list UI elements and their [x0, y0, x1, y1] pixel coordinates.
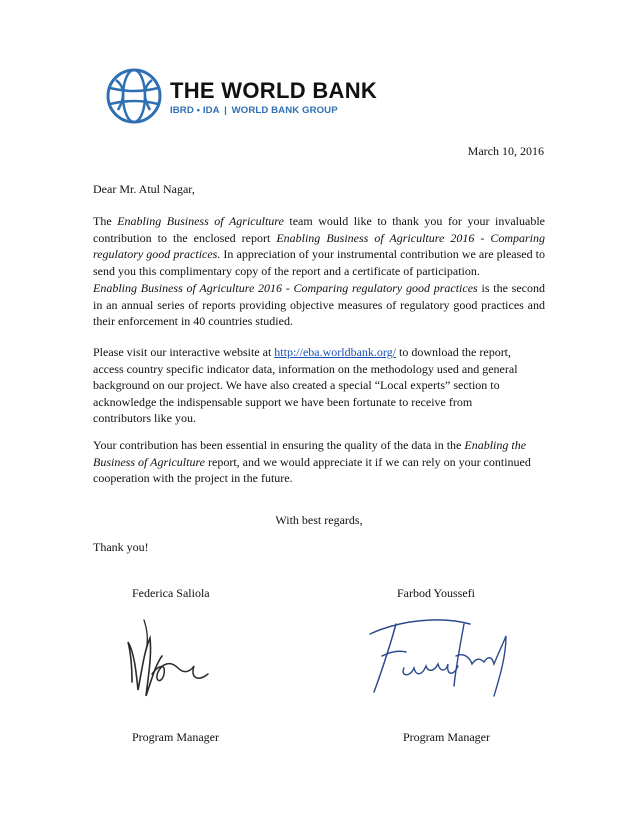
salutation: Dear Mr. Atul Nagar,: [93, 182, 195, 196]
report-title: Enabling Business of Agriculture 2016 - Comparing regulatory good practices: [93, 281, 478, 295]
signatory-name-1: Federica Saliola: [132, 586, 210, 600]
paragraph-text: report, and we would appreciate it if we can rely on your continued cooperation with the project in the future.: [93, 454, 531, 485]
paragraph-text: is the second in an annual series of reports providing objective measures of regulatory good practices and their enforcement in 40 countries studied.: [93, 281, 545, 328]
report-series-title: Enabling the Business of Agriculture: [93, 438, 527, 469]
paragraph-contribution: [93, 437, 533, 487]
paragraph-thanks: [93, 213, 545, 279]
paragraph-text: Please visit our interactive website at: [93, 345, 275, 359]
paragraph-website: [93, 344, 533, 427]
signature-1: [118, 612, 228, 712]
logo-title: THE WORLD BANK: [170, 78, 378, 103]
signatory-role-1: Program Manager: [132, 730, 219, 744]
paragraph-text: team would like to thank you for your invaluable contribution to the enclosed report: [93, 214, 545, 245]
signature-2: [360, 606, 520, 706]
signatory-role-2: Program Manager: [403, 730, 490, 744]
logo-sub-group: WORLD BANK GROUP: [231, 105, 338, 116]
paragraph-text: Your contribution has been essential in ensuring the quality of the data in the: [93, 438, 465, 452]
report-title: Enabling Business of Agriculture 2016 - Comparing regulatory good practices.: [93, 230, 545, 261]
website-link[interactable]: http://eba.worldbank.org/: [274, 345, 397, 359]
logo-subtitle: [170, 105, 338, 116]
thanks: Thank you!: [93, 540, 149, 554]
globe-icon: [104, 66, 164, 126]
paragraph-text: to download the report, access country specific indicator data, information on the methodology used and general background on our project. We have also created a special “Local experts” section to acknowledge the indispensable support we have been fortunate to receive from contributors like you.: [93, 345, 518, 425]
paragraph-report-description: [93, 280, 545, 330]
closing: With best regards,: [275, 513, 363, 527]
letter-date: March 10, 2016: [467, 144, 544, 158]
report-series-title: Enabling Business of Agriculture: [117, 214, 284, 228]
paragraph-text: The: [93, 214, 118, 228]
paragraph-text: In appreciation of your instrumental contribution we are pleased to send you this complimentary copy of the report and a certificate of participation.: [93, 247, 545, 278]
world-bank-logo: [104, 66, 378, 130]
signatory-name-2: Farbod Youssefi: [397, 586, 476, 600]
logo-sub-separator: |: [224, 105, 227, 116]
logo-sub-brand: IBRD • IDA: [170, 105, 220, 116]
